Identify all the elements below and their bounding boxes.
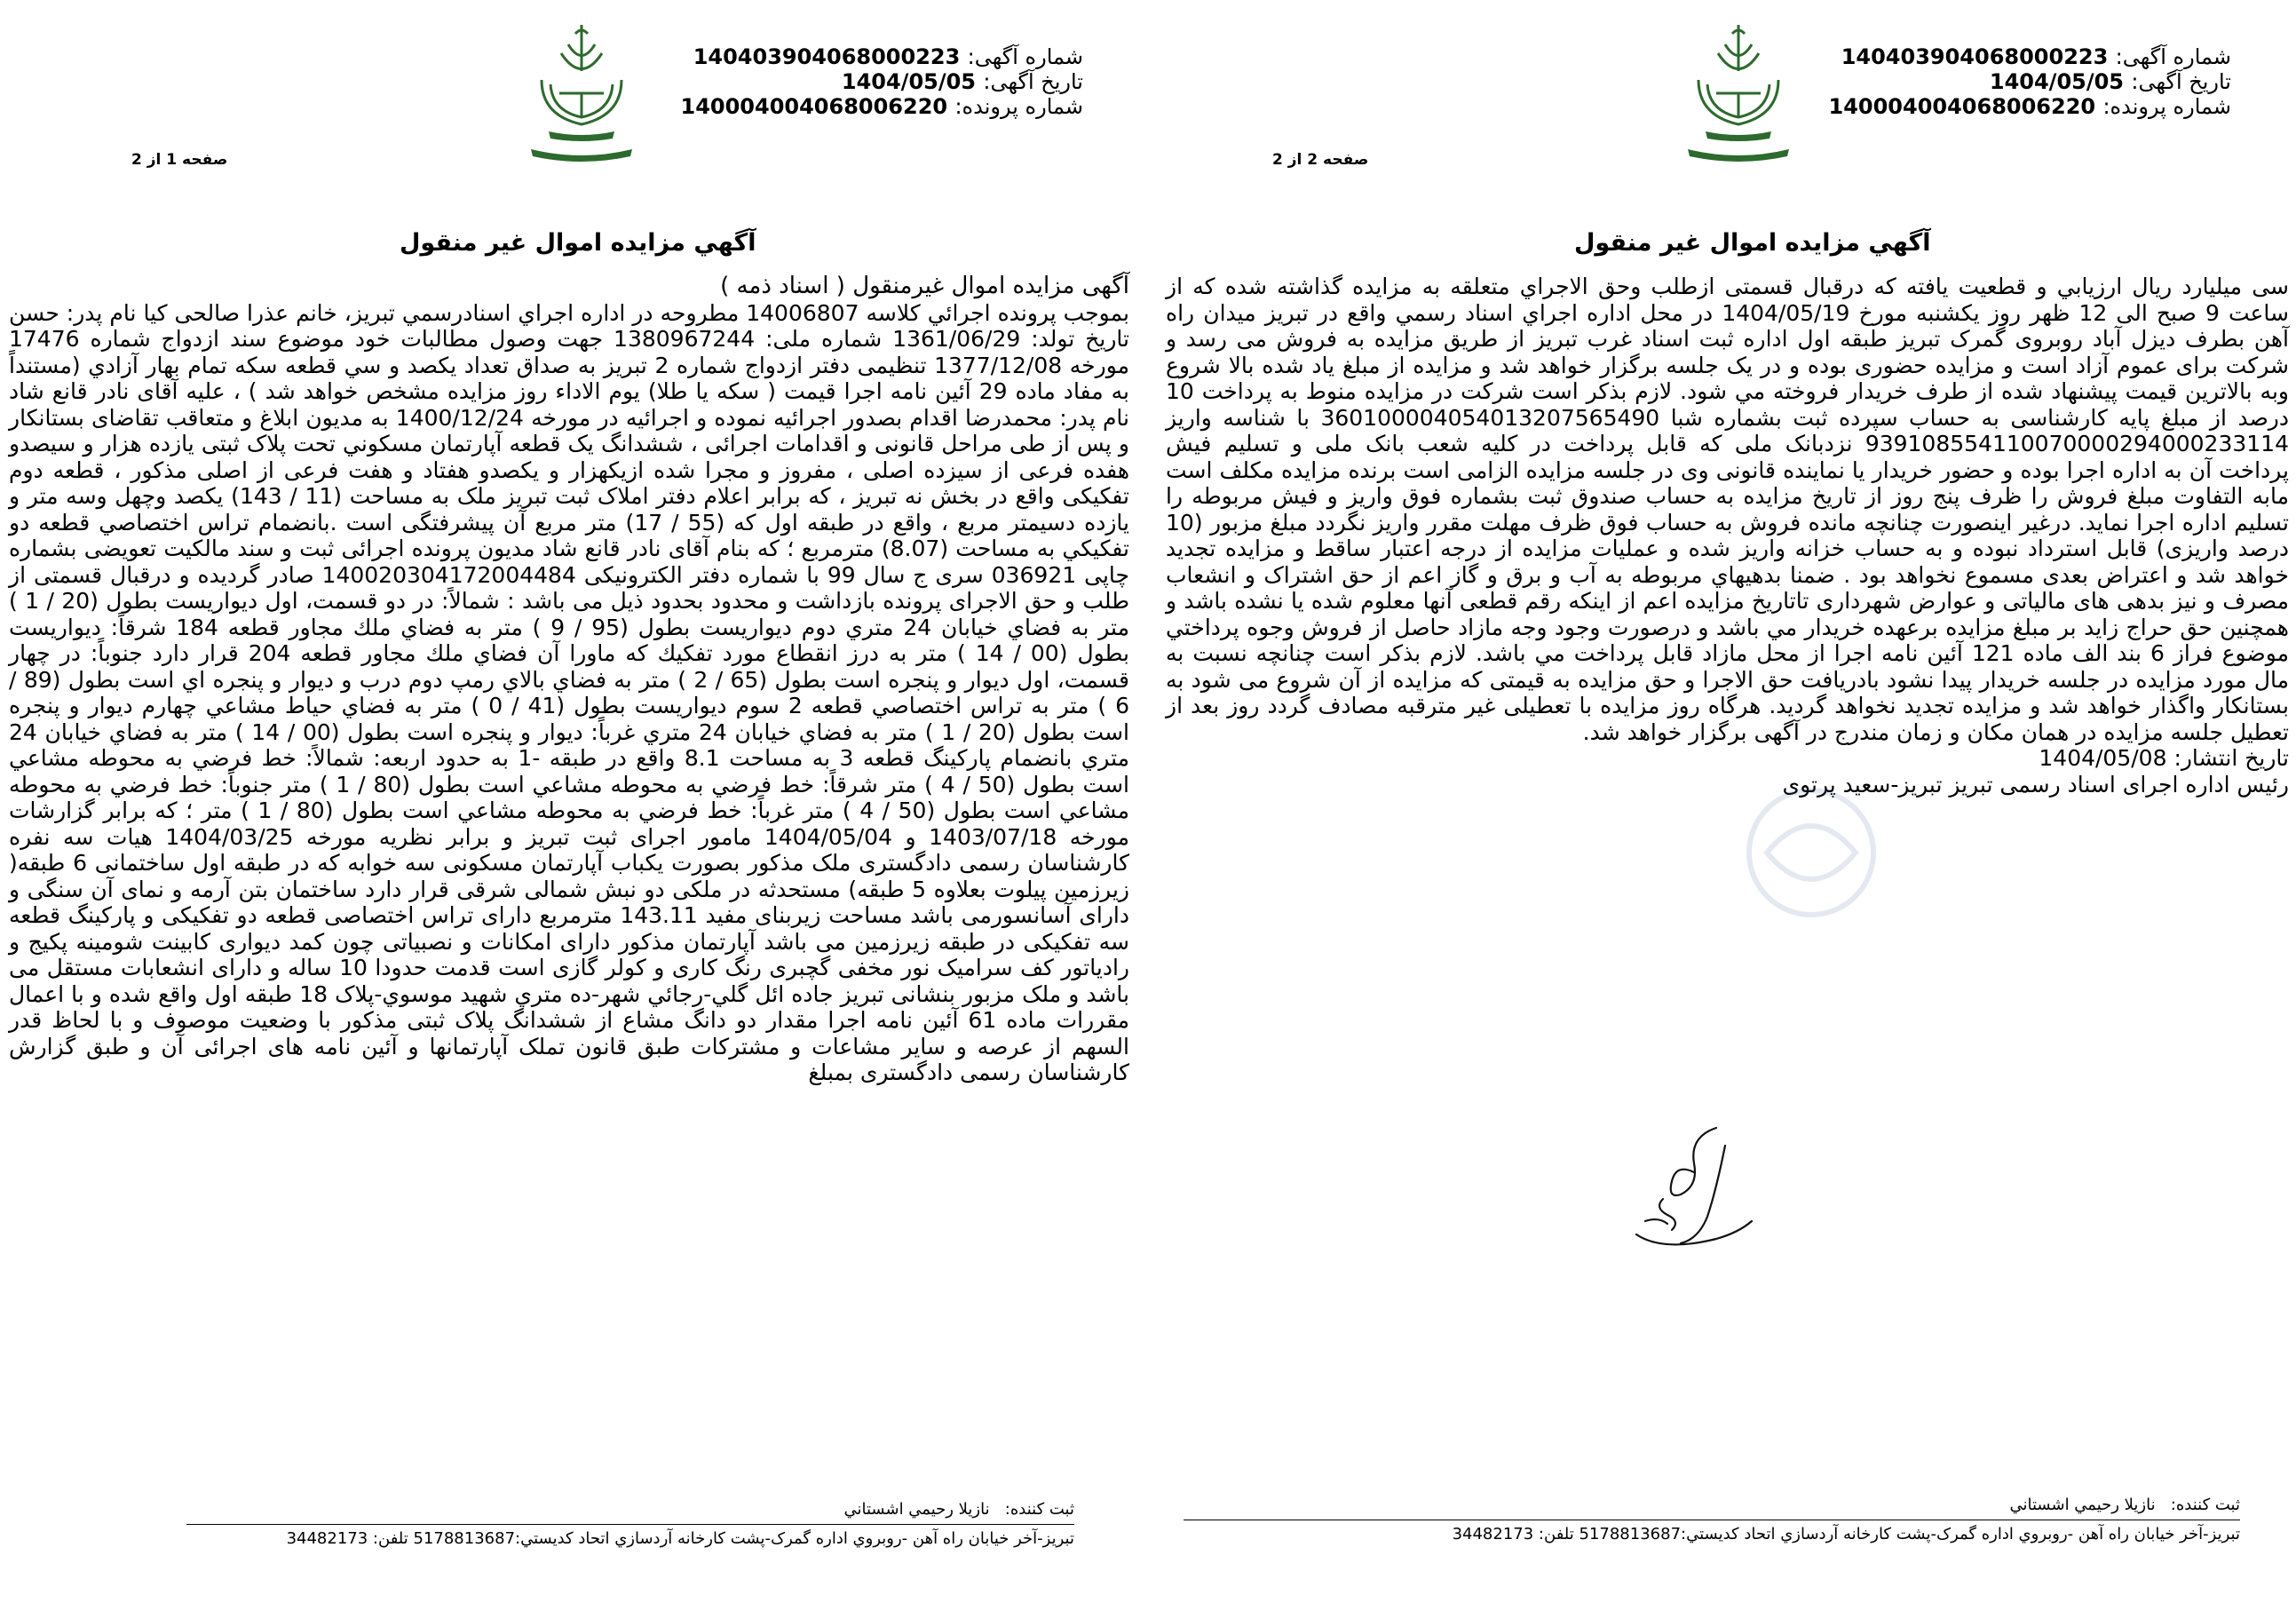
notice-date-label: تاریخ آگهی: bbox=[2131, 69, 2231, 94]
file-number: 140004004068006220 bbox=[680, 94, 948, 119]
notice-date-label: تاریخ آگهی: bbox=[983, 69, 1083, 94]
registrant-row bbox=[186, 1499, 1074, 1520]
handwritten-signature bbox=[1583, 1110, 1770, 1261]
notice-body-paragraph: سی میلیارد ریال ارزيابي و قطعيت يافته که درقبال قسمتی ازطلب وحق الاجراي متعلقه به مزايده گذاشته شده که از ساعت 9 صبح الی 12 ظهر روز یکشنبه مورخ 1404/05/19 در محل اداره اجراي اسناد رسمي واقع در تبریز میدان راه آهن بطرف دیزل آباد روبروی گمرک تبریز طبقه اول اداره ثبت اسناد غرب تبریز از طريق مزايده به فروش می رسد و شرکت برای عموم آزاد است و مزایده حضوری بوده و در یک جلسه برگزار خواهد شد و مزايده از مبلغ ياد شده بالا شروع وبه بالاترين قيمت پيشنهاد شده از طرف خريدار فروخته مي شود. لازم بذکر است شرکت در مزایده منوط به پرداخت 10 درصد از مبلغ پایه کارشناسی به حساب سپرده ثبت بشماره شبا 360100004054013207565490 با شناسه واریز 939108554110070000294000233114 نزدبانک ملی که قابل پرداخت در کلیه شعب بانک ملی و تسلیم فیش پرداخت آن به اداره اجرا بوده و حضور خریدار یا نماینده قانونی وی در جلسه مزایده الزامی است برنده مزايده مکلف است مابه التفاوت مبلغ فروش را ظرف پنج روز از تاريخ مزايده به حساب صندوق ثبت بشماره فوق واریز و فیش مربوطه را تسليم اداره اجرا نمايد. درغیر اینصورت چنانچه مانده فروش به حساب فوق ظرف مهلت مقرر واریز نگردد مبلغ مزبور (10 درصد واریزی) قابل استرداد نبوده و به حساب خزانه واریز شده و عملیات مزایده از درجه اعتبار ساقط و مزايده تجديد خواهد شد و اعتراض بعدی مسموع نخواهد بود . ضمنا بدهيهاي مربوطه به آب و برق و گاز اعم از حق اشتراک و انشعاب مصرف و نيز بدهی های مالیاتی و عوارض شهرداری تاتاریخ مزایده اعم از اینکه رقم قطعی آنها معلوم شده یا نشده باشد و همچنين حق حراج زايد بر مبلغ مزايده برعهده خريدار مي باشد و درصورت وجود وجه مازاد حاصل از فروش وجوه پرداختي موضوع فراز 6 بند الف ماده 121 آئين نامه اجرا از محل مازاد قابل پرداخت مي باشد. لازم بذکر است چنانچه نسبت به مال مورد مزايده در جلسه خريدار پيدا نشود بادريافت حق الاجرا و حق مزايده به قيمتی که مزايده از آن شروع می شود به بستانکار واگذار خواهد شد و مزايده تجديد نخواهد گرديد. هرگاه روز مزايده با تعطيلی غير مترقبه مصادف گردد روز بعد از تعطيل جلسه مزايده در همان مکان و زمان مندرج در آگهی برگزار خواهد شد. bbox=[1166, 274, 2290, 745]
phone: 34482173 bbox=[1452, 1525, 1534, 1543]
notice-number: 140403904068000223 bbox=[1841, 44, 2109, 69]
notice-body-paragraph: بموجب پرونده اجرائي کلاسه 14006807 مطروحه در اداره اجراي اسنادرسمي تبريز، خانم عذرا صالحی کیا نام پدر: حسن تاریخ تولد: 1361/06/29 شماره ملی: 1380967244 جهت وصول مطالبات خود موضوع سند ازدواج شماره 17476 مورخه 1377/12/08 تنظیمی دفتر ازدواج شماره 2 تبریز به صداق تعداد يكصد و سي قطعه سكه تمام بهار آزادي (مستنداً به مفاد ماده 29 آئين نامه اجرا قيمت ( سكه يا طلا) يوم الاداء روز مزايده مشخص خواهد شد ) ، علیه آقای نادر قانع شاد نام پدر: محمدرضا اقدام بصدور اجرائیه نموده و اجرائیه در مورخه 1400/12/24 به مدیون ابلاغ و متعاقب تقاضای بستانکار و پس از طی مراحل قانونی و اقدامات اجرائی ، ششدانگ یک قطعه آپارتمان مسکوني تحت پلاک ثبتی یازده هزار و سیصدو هفده فرعی از سیزده اصلی ، مفروز و مجرا شده ازیکهزار و یکصدو هفتاد و هفت فرعی از اصلی مذکور ، قطعه دوم تفکیکی واقع در بخش نه تبریز ، که برابر اعلام دفتر املاک ثبت تبریز ملک به مساحت (11 / 143) یکصد وچهل وسه متر و یازده دسیمتر مربع ، واقع در طبقه اول که (55 / 17) متر مربع آن پیشرفتگی است .بانضمام تراس اختصاصي قطعه دو تفکیکي به مساحت (8.07) مترمربع ؛ که بنام آقای نادر قانع شاد مدیون پرونده اجرائی ثبت و سند مالکیت تعویضی بشماره چاپی 036921 سری ج سال 99 با شماره دفتر الکترونیکی 140020304172004484 صادر گردیده و درقبال قسمتی از طلب و حق الاجرای پرونده بازداشت و محدود بحدود ذیل می باشد : شمالاً: در دو قسمت، اول ديواريست بطول (20 / 1 ) متر به فضاي خيابان 24 متري دوم ديواريست بطول (95 / 9 ) متر به فضاي ملك مجاور قطعه 184 شرقاً: ديواريست بطول (00 / 14 ) متر به درز انقطاع مورد تفكيك كه ماورا آن فضاي ملك مجاور قطعه 204 قرار دارد جنوباً: در چهار قسمت، اول ديوار و پنجره است بطول (65 / 2 ) متر به فضاي بالاي رمپ دوم درب و ديوار و پنجره اي است بطول (89 / 6 ) متر به تراس اختصاصي قطعه 2 سوم ديواريست بطول (41 / 0 ) متر به فضاي حياط مشاعي چهارم ديوار و پنجره است بطول (20 / 1 ) متر به فضاي خيابان 24 متري غرباً: ديوار و پنجره است بطول (00 / 14 ) متر به فضاي خيابان 24 متري بانضمام پاركينگ قطعه 3 به مساحت 8.1 واقع در طبقه -1 به حدود اربعه: شمالاً: خط فرضي به محوطه مشاعي است بطول (50 / 4 ) متر شرقاً: خط فرضي به محوطه مشاعي است بطول (80 / 1 ) متر جنوباً: خط فرضي به محوطه مشاعي است بطول (50 / 4 ) متر غرباً: خط فرضي به محوطه مشاعي است بطول (80 / 1 ) متر ؛ که برابر گزارشات مورخه 1403/07/18 و 1404/05/04 مامور اجرای ثبت تبریز و برابر نظریه مورخه 1404/03/25 هیات سه نفره کارشناسان رسمی دادگستری ملک مذکور بصورت یکباب آپارتمان مسکونی سه خوابه که در طبقه اول ساختمانی 6 طبقه( زیرزمین پیلوت بعلاوه 5 طبقه) مستحدثه در ملکی دو نبش شمالی شرقی قرار دارد ساختمان بتن آرمه و نمای آن سنگی و دارای آسانسورمی باشد مساحت زیربنای مفید 143.11 مترمربع دارای تراس اختصاصی قطعه دو تفکیکی و پارکینگ قطعه سه تفکیکی در طبقه زیرزمین می باشد آپارتمان مذکور دارای امکانات و نصبیاتی چون کمد دیواری کابینت شومینه پکیج و رادیاتور کف سرامیک نور مخفی گچبری رنگ کاری و کولر گازی است قدمت حدودا 10 ساله و دارای انشعابات مستقل می باشد و ملک مزبور بنشانی تبریز جاده ائل گلي-رجائي شهر-ده متري شهيد موسوي-پلاک 18 طبقه اول واقع شده و با اعمال مقررات ماده 61 آئین نامه اجرا مقدار دو دانگ مشاع از ششدانگ پلاک ثبتی مذکور با وضعیت موصوف و با لحاظ قدر السهم از عرصه و سایر مشاعات و مشترکات طبق قانون تملک آپارتمانها و آئین نامه های اجرائی آن و طبق گزارش کارشناسان رسمی دادگستری بمبلغ bbox=[9, 299, 1130, 1085]
address: تبريز-آخر خيابان راه آهن -روبروي اداره گمرک-پشت کارخانه آردسازي اتحاد کديستي bbox=[520, 1529, 1074, 1548]
publish-date: 1404/05/08 bbox=[2039, 745, 2167, 771]
file-number-label: شماره پرونده: bbox=[954, 94, 1083, 119]
registrant-label: ثبت کننده: bbox=[2170, 1496, 2240, 1514]
notice-date-row bbox=[1858, 69, 2231, 94]
postal-code: 5178813687 bbox=[1579, 1525, 1682, 1543]
notice-number-label: شماره آگهی: bbox=[2115, 44, 2231, 69]
postal-code: 5178813687 bbox=[413, 1529, 516, 1548]
address-row: تبريز-آخر خيابان راه آهن -روبروي اداره گمرک-پشت کارخانه آردسازي اتحاد کديستي:5178813687 تلفن: 34482173 bbox=[1452, 1525, 2240, 1543]
address-row: تبريز-آخر خيابان راه آهن -روبروي اداره گمرک-پشت کارخانه آردسازي اتحاد کديستي:5178813687 تلفن: 34482173 bbox=[286, 1529, 1074, 1548]
file-number: 140004004068006220 bbox=[1828, 94, 2096, 119]
notice-footer bbox=[1184, 1495, 2240, 1545]
notice-number-row bbox=[693, 44, 1083, 69]
notice-date-row bbox=[728, 69, 1083, 94]
notice-body bbox=[1166, 274, 2289, 798]
phone-label: تلفن: bbox=[1538, 1525, 1574, 1543]
publish-date-label: تاریخ انتشار: bbox=[2173, 745, 2289, 771]
notice-header-meta bbox=[680, 44, 1083, 119]
notice-title: آگهي مزايده اموال غير منقول bbox=[400, 229, 756, 257]
notice-subtitle: آگهی مزایده اموال غیرمنقول ( اسناد ذمه ) bbox=[720, 273, 1129, 299]
footer-divider bbox=[186, 1524, 1074, 1525]
notice-title: آگهي مزايده اموال غير منقول bbox=[1574, 229, 1931, 257]
notice-number: 140403904068000223 bbox=[693, 44, 961, 69]
phone-label: تلفن: bbox=[372, 1529, 408, 1548]
notice-body bbox=[9, 274, 1129, 1086]
notice-date: 1404/05/05 bbox=[1989, 69, 2124, 94]
page-indicator: صفحه 1 از 2 bbox=[131, 151, 228, 169]
parsnamad-watermark bbox=[1580, 746, 2042, 1119]
judiciary-emblem-icon bbox=[506, 18, 657, 169]
file-number-row bbox=[680, 94, 1083, 119]
notice-date: 1404/05/05 bbox=[841, 69, 976, 94]
notice-number-label: شماره آگهی: bbox=[967, 44, 1083, 69]
notice-header-meta bbox=[1828, 44, 2231, 119]
registrant-row bbox=[1184, 1495, 2240, 1516]
file-number-row bbox=[1828, 94, 2231, 119]
file-number-label: شماره پرونده: bbox=[2102, 94, 2231, 119]
notice-number-row bbox=[1841, 44, 2231, 69]
registrant-name: نازیلا رحیمي اشستاني bbox=[843, 1500, 990, 1519]
notice-footer bbox=[186, 1499, 1074, 1550]
page-indicator: صفحه 2 از 2 bbox=[1272, 151, 1369, 169]
registrant-name: نازیلا رحیمي اشستاني bbox=[2009, 1496, 2156, 1514]
phone: 34482173 bbox=[286, 1529, 368, 1548]
registrant-label: ثبت کننده: bbox=[1004, 1500, 1074, 1519]
notice-page-1 bbox=[0, 0, 1139, 1603]
official-signatory: رئیس اداره اجرای اسناد رسمی تبریز تبریز-سعید پرتوی bbox=[1782, 771, 2289, 798]
address: تبريز-آخر خيابان راه آهن -روبروي اداره گمرک-پشت کارخانه آردسازي اتحاد کديستي bbox=[1686, 1525, 2240, 1543]
judiciary-emblem-icon bbox=[1663, 18, 1814, 169]
